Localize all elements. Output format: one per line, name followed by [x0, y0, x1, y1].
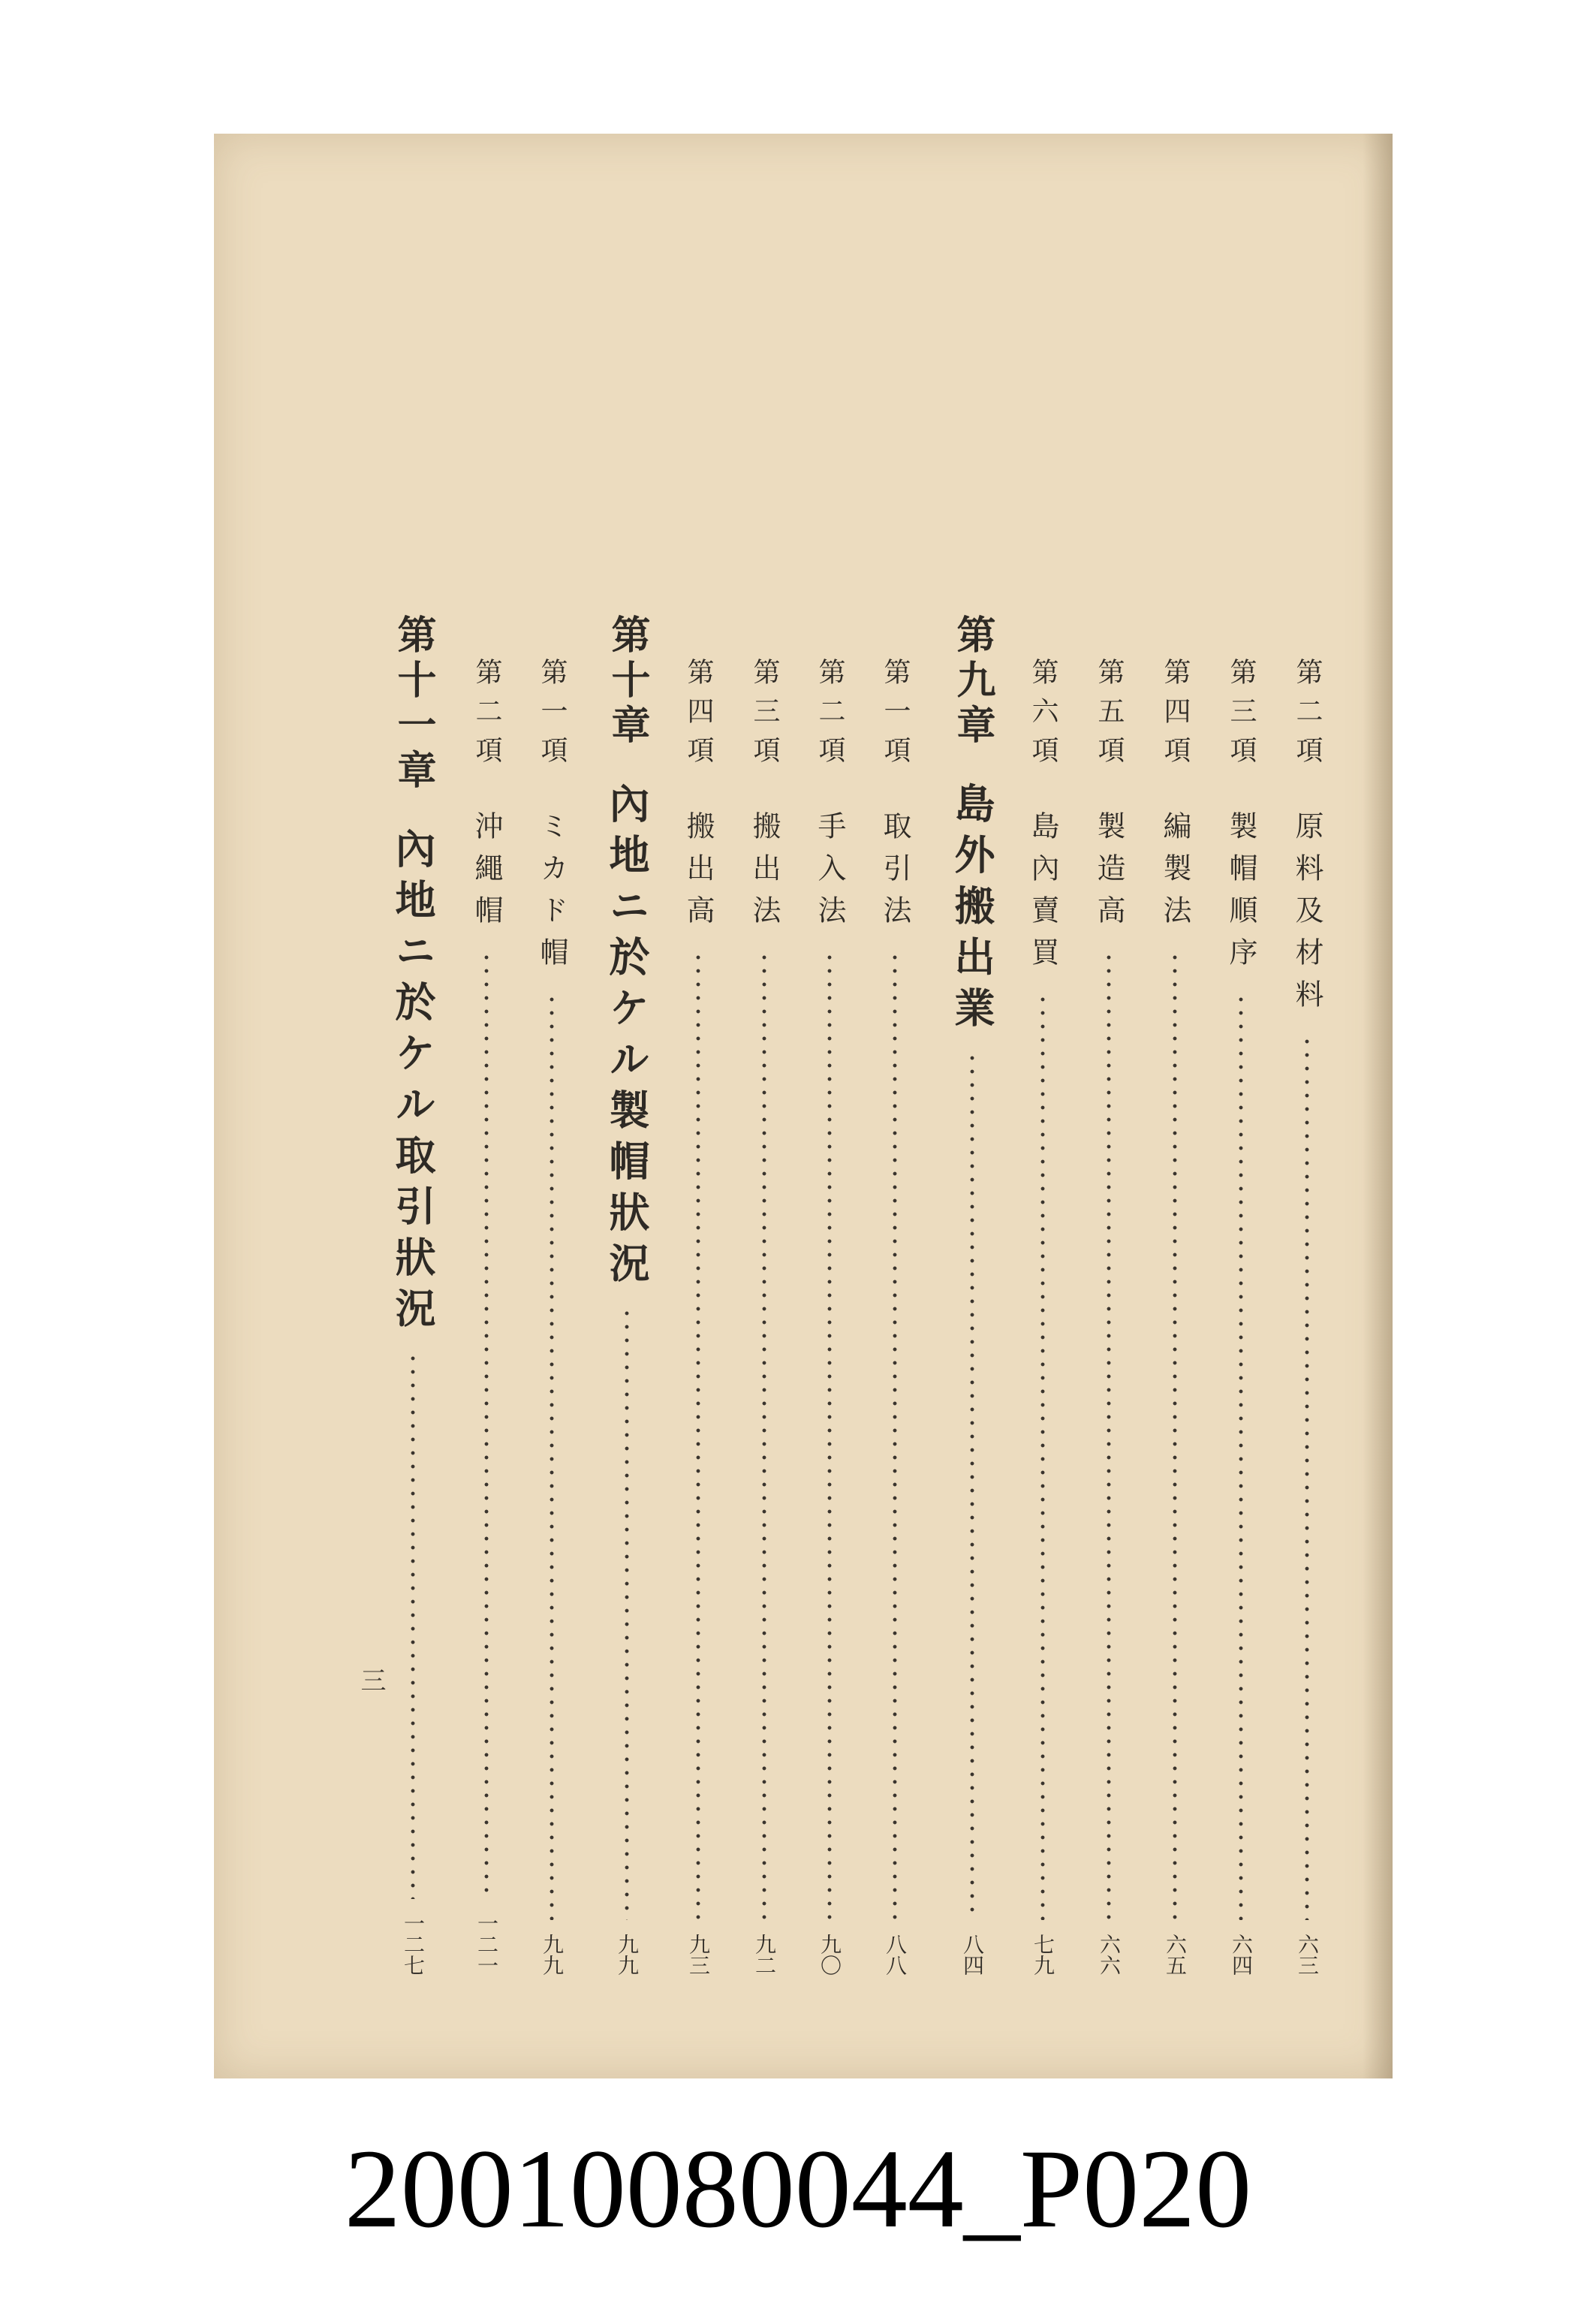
- leader-dots: [411, 1352, 415, 1899]
- entry-title: 原料及材料: [1290, 811, 1323, 1021]
- entry-title: 搬出法: [748, 811, 781, 937]
- leader-dots: [484, 951, 489, 1899]
- entry-label: 第二項: [471, 658, 502, 775]
- leader-dots: [1305, 1035, 1309, 1920]
- toc-entry: [872, 658, 917, 1976]
- entry-page: 六六: [1097, 1934, 1122, 1976]
- toc-entry: [1218, 658, 1263, 1976]
- leader-dots: [1239, 993, 1243, 1920]
- entry-page: 六四: [1229, 1934, 1254, 1976]
- page-folio: 三: [356, 1667, 386, 1693]
- toc-entry: [1020, 658, 1065, 1976]
- entry-title: 製帽順序: [1224, 811, 1257, 979]
- leader-dots: [696, 951, 700, 1920]
- leader-dots: [1040, 993, 1045, 1920]
- entry-page: 六三: [1295, 1934, 1320, 1976]
- entry-page: 九〇: [818, 1934, 842, 1976]
- entry-page: 九三: [686, 1934, 711, 1976]
- leader-dots: [1173, 951, 1177, 1920]
- toc-entry: [742, 658, 787, 1976]
- toc-entry: [1284, 658, 1329, 1976]
- toc-chapter: [942, 614, 1002, 1976]
- leader-dots: [1107, 951, 1111, 1920]
- chapter-label: 第十一章: [390, 614, 436, 794]
- entry-label: 第一項: [880, 658, 911, 775]
- entry-page: 七九: [1031, 1934, 1055, 1976]
- leader-dots: [625, 1307, 629, 1920]
- archive-caption: 20010080044_P020: [344, 2127, 1252, 2251]
- toc-entry: [807, 658, 852, 1976]
- entry-page: 九九: [540, 1934, 565, 1976]
- book-page: [214, 134, 1393, 2078]
- chapter-label: 第十章: [604, 614, 650, 749]
- entry-page: 一二一: [474, 1913, 499, 1976]
- entry-title: ミカド帽: [535, 811, 568, 979]
- entry-label: 第四項: [683, 658, 714, 775]
- entry-title: 取引法: [878, 811, 911, 937]
- entry-page: 八四: [960, 1934, 985, 1976]
- entry-page: 九二: [752, 1934, 777, 1976]
- chapter-title: 內地ニ於ケル取引狀況: [389, 827, 437, 1338]
- toc-entry: [1086, 658, 1131, 1976]
- entry-label: 第一項: [537, 658, 568, 775]
- toc-chapter: [597, 614, 657, 1976]
- entry-label: 第二項: [815, 658, 845, 775]
- entry-page: 六五: [1163, 1934, 1188, 1976]
- entry-label: 第六項: [1028, 658, 1058, 775]
- entry-title: 手入法: [813, 811, 846, 937]
- entry-title: 搬出高: [682, 811, 715, 937]
- toc-entry: [676, 658, 721, 1976]
- toc-entry: [1152, 658, 1197, 1976]
- leader-dots: [550, 993, 554, 1920]
- entry-label: 第二項: [1292, 658, 1323, 775]
- toc-entry: [529, 658, 574, 1976]
- entry-page: 一二七: [401, 1913, 426, 1976]
- toc-chapter: [383, 614, 443, 1976]
- entry-label: 第四項: [1160, 658, 1191, 775]
- chapter-label: 第九章: [950, 614, 995, 749]
- entry-title: 編製法: [1158, 811, 1191, 937]
- chapter-title: 內地ニ於ケル製帽狀況: [603, 782, 651, 1293]
- entry-title: 島內賣買: [1026, 811, 1059, 979]
- leader-dots: [762, 951, 766, 1920]
- entry-title: 製造高: [1092, 811, 1125, 937]
- entry-label: 第五項: [1094, 658, 1125, 775]
- leader-dots: [827, 951, 832, 1920]
- entry-label: 第三項: [749, 658, 780, 775]
- leader-dots: [970, 1051, 974, 1920]
- chapter-title: 島外搬出業: [948, 782, 996, 1038]
- toc-entry: [464, 658, 509, 1976]
- entry-title: 沖繩帽: [470, 811, 503, 937]
- entry-label: 第三項: [1226, 658, 1257, 775]
- entry-page: 八八: [883, 1934, 908, 1976]
- entry-page: 九九: [615, 1934, 640, 1976]
- leader-dots: [893, 951, 897, 1920]
